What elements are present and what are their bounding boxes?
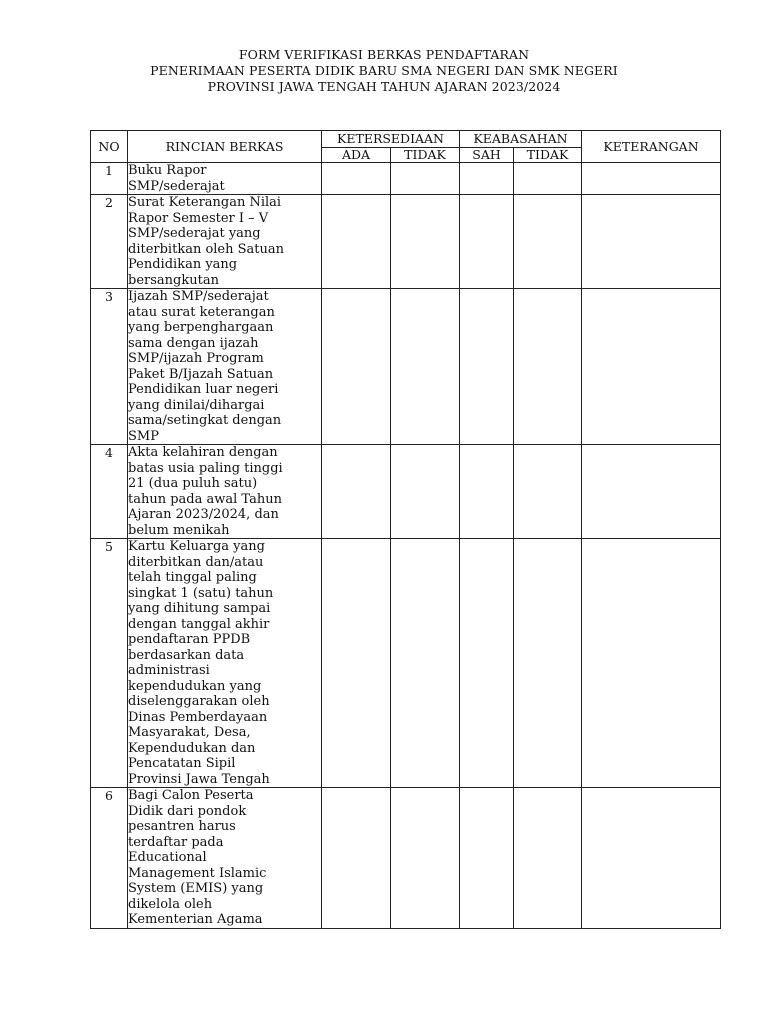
description-line: bersangkutan bbox=[128, 272, 219, 288]
header-ketersediaan: KETERSEDIAAN bbox=[322, 131, 460, 148]
cell-ada[interactable] bbox=[322, 445, 391, 539]
cell-sah[interactable] bbox=[460, 788, 514, 929]
cell-tidak-ketersediaan[interactable] bbox=[391, 289, 460, 445]
row-number: 4 bbox=[91, 445, 128, 539]
description-line: sama dengan ijazah bbox=[128, 335, 259, 351]
description-line: Rapor Semester I – V bbox=[128, 210, 269, 226]
cell-keterangan[interactable] bbox=[582, 163, 721, 195]
table-row bbox=[91, 195, 721, 289]
description-line: diterbitkan dan/atau bbox=[128, 554, 264, 570]
description-line: berdasarkan data bbox=[128, 647, 245, 663]
cell-tidak-ketersediaan[interactable] bbox=[391, 445, 460, 539]
row-number: 3 bbox=[91, 289, 128, 445]
cell-tidak-keabsahan[interactable] bbox=[514, 539, 582, 788]
cell-tidak-keabsahan[interactable] bbox=[514, 788, 582, 929]
row-number: 6 bbox=[91, 788, 128, 929]
cell-tidak-keabsahan[interactable] bbox=[514, 195, 582, 289]
row-description bbox=[128, 163, 322, 195]
header-row-top bbox=[91, 131, 721, 148]
header-no: NO bbox=[91, 131, 128, 163]
description-line: belum menikah bbox=[128, 522, 230, 538]
header-tidak-keabsahan: TIDAK bbox=[514, 148, 582, 163]
description-line: Ijazah SMP/sederajat bbox=[128, 289, 269, 304]
description-line: Ajaran 2023/2024, dan bbox=[128, 507, 279, 522]
header-sah: SAH bbox=[460, 148, 514, 163]
description-line: atau surat keterangan bbox=[128, 304, 275, 320]
table-row bbox=[91, 163, 721, 195]
row-description bbox=[128, 195, 322, 289]
cell-sah[interactable] bbox=[460, 163, 514, 195]
description-line: SMP/sederajat bbox=[128, 178, 225, 194]
description-line: Bagi Calon Peserta bbox=[128, 788, 254, 803]
cell-keterangan[interactable] bbox=[582, 539, 721, 788]
title-line-2: PENERIMAAN PESERTA DIDIK BARU SMA NEGERI DAN SMK NEGERI bbox=[150, 63, 618, 78]
cell-ada[interactable] bbox=[322, 788, 391, 929]
table-row bbox=[91, 788, 721, 929]
description-line: Surat Keterangan Nilai bbox=[128, 195, 282, 210]
cell-tidak-keabsahan[interactable] bbox=[514, 289, 582, 445]
description-line: SMP bbox=[128, 428, 159, 444]
description-line: Pendidikan luar negeri bbox=[128, 382, 279, 397]
description-line: 21 (dua puluh satu) bbox=[128, 476, 258, 491]
description-line: Buku Rapor bbox=[128, 163, 207, 178]
cell-sah[interactable] bbox=[460, 445, 514, 539]
header-rincian-berkas: RINCIAN BERKAS bbox=[128, 131, 322, 163]
table-body bbox=[91, 163, 721, 929]
description-line: kependudukan yang bbox=[128, 678, 262, 694]
title-line-1: FORM VERIFIKASI BERKAS PENDAFTARAN bbox=[238, 47, 530, 62]
row-number: 1 bbox=[91, 163, 128, 195]
description-line: Paket B/Ijazah Satuan bbox=[128, 366, 274, 382]
cell-keterangan[interactable] bbox=[582, 289, 721, 445]
cell-keterangan[interactable] bbox=[582, 445, 721, 539]
description-line: pendaftaran PPDB bbox=[128, 632, 251, 647]
row-number: 5 bbox=[91, 539, 128, 788]
description-line: tahun pada awal Tahun bbox=[128, 491, 282, 507]
description-line: terdaftar pada bbox=[128, 834, 224, 850]
description-line: Management Islamic bbox=[128, 865, 267, 881]
description-line: batas usia paling tinggi bbox=[128, 460, 283, 476]
header-keabsahan: KEABASAHAN bbox=[460, 131, 582, 148]
description-line: Akta kelahiran dengan bbox=[128, 445, 278, 460]
cell-keterangan[interactable] bbox=[582, 195, 721, 289]
row-description bbox=[128, 445, 322, 539]
description-line: Provinsi Jawa Tengah bbox=[128, 771, 270, 787]
description-line: pesantren harus bbox=[128, 819, 236, 834]
header-keterangan: KETERANGAN bbox=[582, 131, 721, 163]
cell-tidak-keabsahan[interactable] bbox=[514, 445, 582, 539]
description-line: Pendidikan yang bbox=[128, 257, 238, 272]
description-line: System (EMIS) yang bbox=[128, 881, 264, 896]
cell-tidak-ketersediaan[interactable] bbox=[391, 539, 460, 788]
description-line: Kartu Keluarga yang bbox=[128, 539, 265, 554]
cell-tidak-keabsahan[interactable] bbox=[514, 163, 582, 195]
row-description bbox=[128, 539, 322, 788]
description-line: singkat 1 (satu) tahun bbox=[128, 585, 274, 601]
description-line: SMP/sederajat yang bbox=[128, 226, 261, 241]
description-line: Kementerian Agama bbox=[128, 912, 263, 927]
description-line: diselenggarakan oleh bbox=[128, 694, 270, 709]
cell-ada[interactable] bbox=[322, 195, 391, 289]
cell-tidak-ketersediaan[interactable] bbox=[391, 163, 460, 195]
table-row bbox=[91, 289, 721, 445]
description-line: yang dihitung sampai bbox=[128, 601, 271, 616]
description-line: diterbitkan oleh Satuan bbox=[128, 241, 285, 257]
row-number: 2 bbox=[91, 195, 128, 289]
description-line: Dinas Pemberdayaan bbox=[128, 709, 268, 725]
title-line-3: PROVINSI JAWA TENGAH TAHUN AJARAN 2023/2024 bbox=[207, 79, 561, 94]
cell-ada[interactable] bbox=[322, 539, 391, 788]
description-line: SMP/ijazah Program bbox=[128, 351, 264, 366]
table-row bbox=[91, 539, 721, 788]
cell-sah[interactable] bbox=[460, 289, 514, 445]
cell-ada[interactable] bbox=[322, 289, 391, 445]
description-line: Masyarakat, Desa, bbox=[128, 725, 251, 740]
cell-keterangan[interactable] bbox=[582, 788, 721, 929]
description-line: administrasi bbox=[128, 663, 210, 678]
description-line: sama/setingkat dengan bbox=[128, 413, 282, 428]
cell-tidak-ketersediaan[interactable] bbox=[391, 788, 460, 929]
header-ada: ADA bbox=[322, 148, 391, 163]
table-row bbox=[91, 445, 721, 539]
form-title bbox=[0, 47, 768, 95]
description-line: dikelola oleh bbox=[128, 896, 213, 912]
row-description bbox=[128, 289, 322, 445]
cell-ada[interactable] bbox=[322, 163, 391, 195]
description-line: yang dinilai/dihargai bbox=[128, 397, 265, 413]
description-line: Didik dari pondok bbox=[128, 803, 247, 819]
description-line: yang berpenghargaan bbox=[128, 320, 274, 335]
header-tidak-ketersediaan: TIDAK bbox=[391, 148, 460, 163]
cell-tidak-ketersediaan[interactable] bbox=[391, 195, 460, 289]
description-line: dengan tanggal akhir bbox=[128, 616, 270, 632]
description-line: Kependudukan dan bbox=[128, 740, 256, 756]
cell-sah[interactable] bbox=[460, 539, 514, 788]
description-line: telah tinggal paling bbox=[128, 570, 257, 585]
cell-sah[interactable] bbox=[460, 195, 514, 289]
verification-table bbox=[90, 130, 721, 929]
description-line: Pencatatan Sipil bbox=[128, 756, 236, 771]
description-line: Educational bbox=[128, 850, 207, 865]
row-description bbox=[128, 788, 322, 929]
